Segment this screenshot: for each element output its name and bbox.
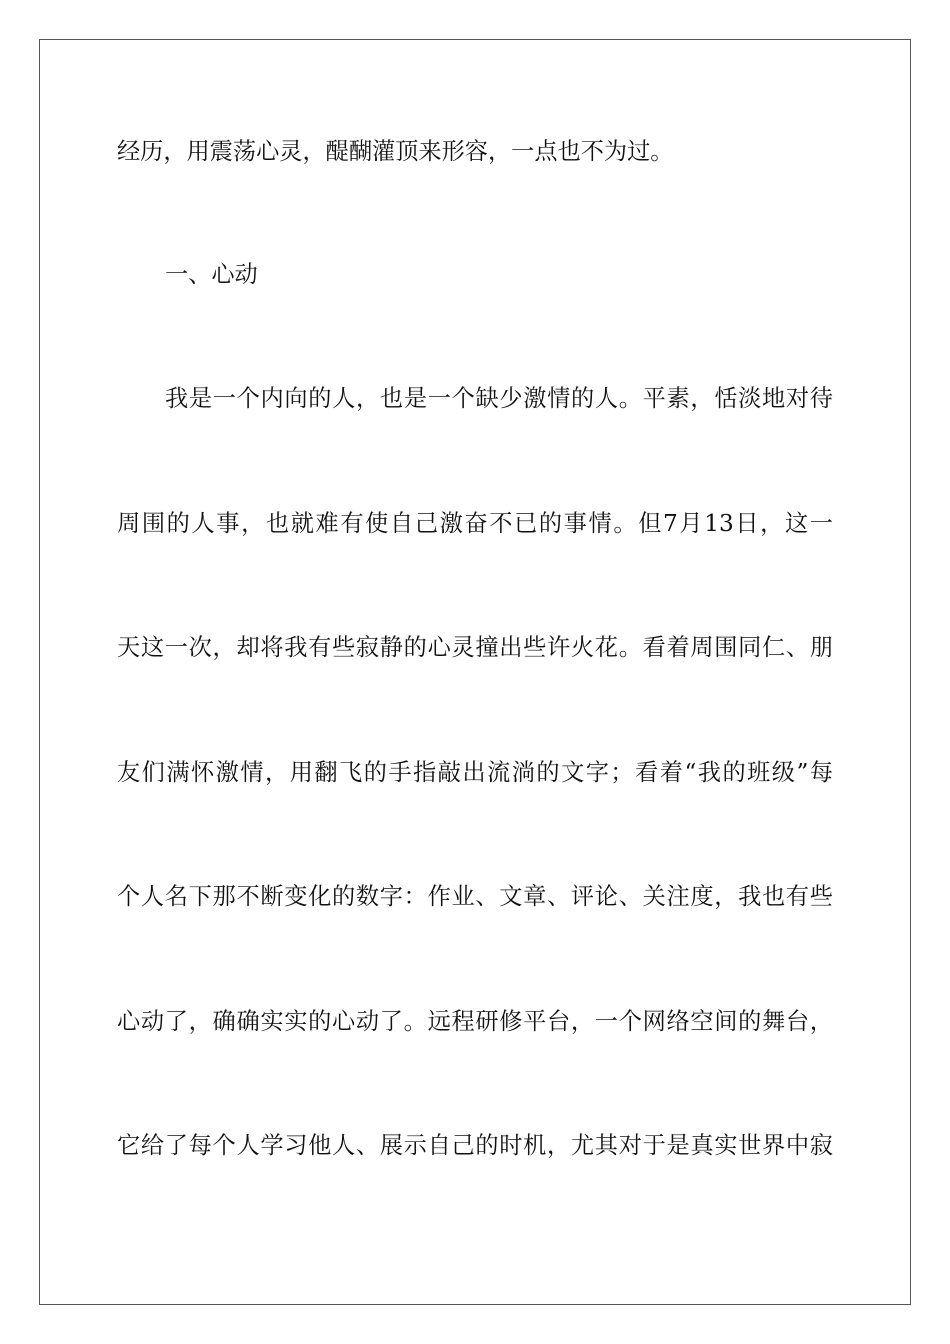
paragraph-line-4: 天这一次，却将我有些寂静的心灵撞出些许火花。看着周围同仁、朋 [117, 634, 833, 661]
paragraph-line-8: 它给了每个人学习他人、展示自己的时机，尤其对于是真实世界中寂 [117, 1132, 833, 1159]
paragraph-line-3: 周围的人事，也就难有使自己激奋不已的事情。但7月13日，这一 [117, 510, 833, 537]
page-frame [39, 39, 911, 1305]
paragraph-line-6: 个人名下那不断变化的数字：作业、文章、评论、关注度，我也有些 [117, 883, 833, 910]
paragraph-line-5: 友们满怀激情，用翻飞的手指敲出流淌的文字；看着“我的班级”每 [117, 759, 833, 786]
paragraph-line-7: 心动了，确确实实的心动了。远程研修平台，一个网络空间的舞台， [117, 1008, 833, 1035]
paragraph-line-2: 我是一个内向的人，也是一个缺少激情的人。平素，恬淡地对待 [165, 385, 833, 412]
section-heading: 一、心动 [165, 261, 258, 288]
paragraph-line-1: 经历，用震荡心灵，醍醐灌顶来形容，一点也不为过。 [117, 138, 674, 165]
